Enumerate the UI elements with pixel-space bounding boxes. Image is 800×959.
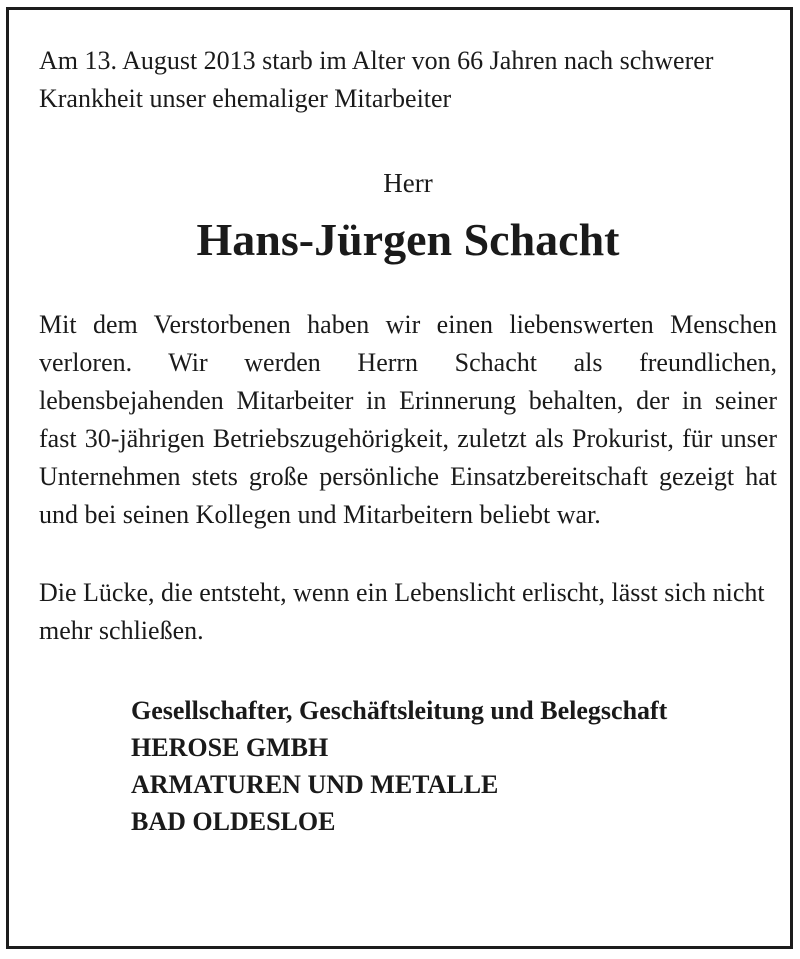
- obituary-notice: [39, 42, 777, 840]
- tribute-paragraph: Mit dem Verstorbenen haben wir einen liebenswerten Menschen verloren. Wir werden Herrn Schacht als freundlichen, lebensbejahenden Mitarbeiter in Erinnerung behalten, der in seiner fast 30-jährigen Betriebszugehörigkeit, zuletzt als Prokurist, für unser Unternehmen stets große persönliche Einsatzbereitschaft gezeigt hat und bei seinen Kollegen und Mitarbeitern beliebt war.: [39, 310, 777, 529]
- salutation: Herr: [383, 168, 433, 198]
- signature-line-division: ARMATUREN UND METALLE: [131, 770, 499, 799]
- signature-line-mourners: Gesellschafter, Geschäftsleitung und Belegschaft: [131, 696, 668, 725]
- signature-line-location: BAD OLDESLOE: [131, 807, 336, 836]
- deceased-name: Hans-Jürgen Schacht: [196, 214, 620, 265]
- closing-paragraph: Die Lücke, die entsteht, wenn ein Lebenslicht erlischt, lässt sich nicht mehr schließen.: [39, 578, 765, 645]
- intro-text: Am 13. August 2013 starb im Alter von 66 Jahren nach schwerer Krankheit unser ehemaliger Mitarbeiter: [39, 46, 714, 113]
- notice-border: [6, 7, 793, 949]
- signature-line-company: HEROSE GMBH: [131, 733, 329, 762]
- signature-block: [131, 692, 777, 840]
